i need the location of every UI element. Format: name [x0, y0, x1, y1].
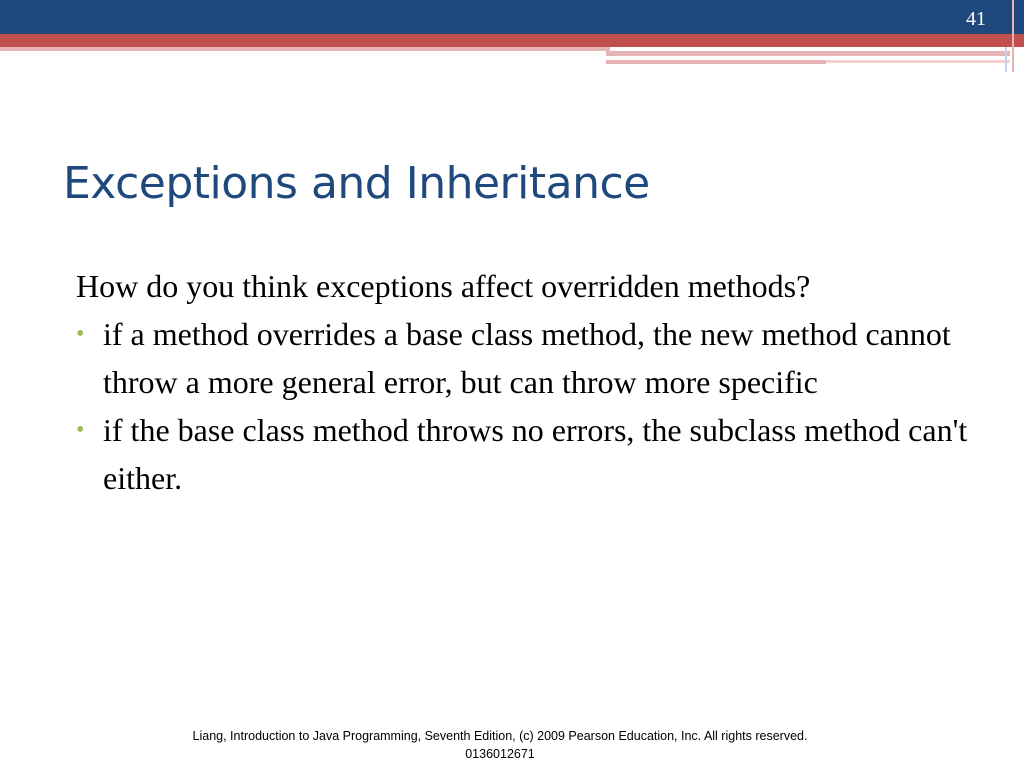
intro-text: How do you think exceptions affect overridden methods?: [76, 268, 811, 304]
decor-vertical-line: [1012, 0, 1014, 72]
decor-stripe: [606, 60, 826, 64]
bullet-item: [76, 310, 976, 406]
footer-copyright: Liang, Introduction to Java Programming, Seventh Edition, (c) 2009 Pearson Education, Inc. All rights reserved. 0136012671: [192, 729, 808, 761]
bullet-text: if a method overrides a base class method, the new method cannot throw a more general error, but can throw more specific: [103, 316, 951, 400]
header-bar: [0, 0, 1024, 34]
decor-vertical-line: [1005, 47, 1007, 72]
bullet-text: if the base class method throws no errors, the subclass method can't either.: [103, 412, 968, 496]
slide-title: Exceptions and Inheritance: [63, 158, 650, 209]
slide-number: 41: [966, 8, 986, 30]
decor-stripe: [606, 51, 1010, 56]
bullet-icon: •: [76, 321, 85, 347]
bullet-icon: •: [76, 417, 85, 443]
decor-stripe: [0, 47, 610, 51]
accent-bar: [0, 34, 1024, 47]
decor-stripe: [826, 60, 1010, 63]
bullet-item: [76, 406, 976, 502]
slide-body: [76, 262, 976, 502]
